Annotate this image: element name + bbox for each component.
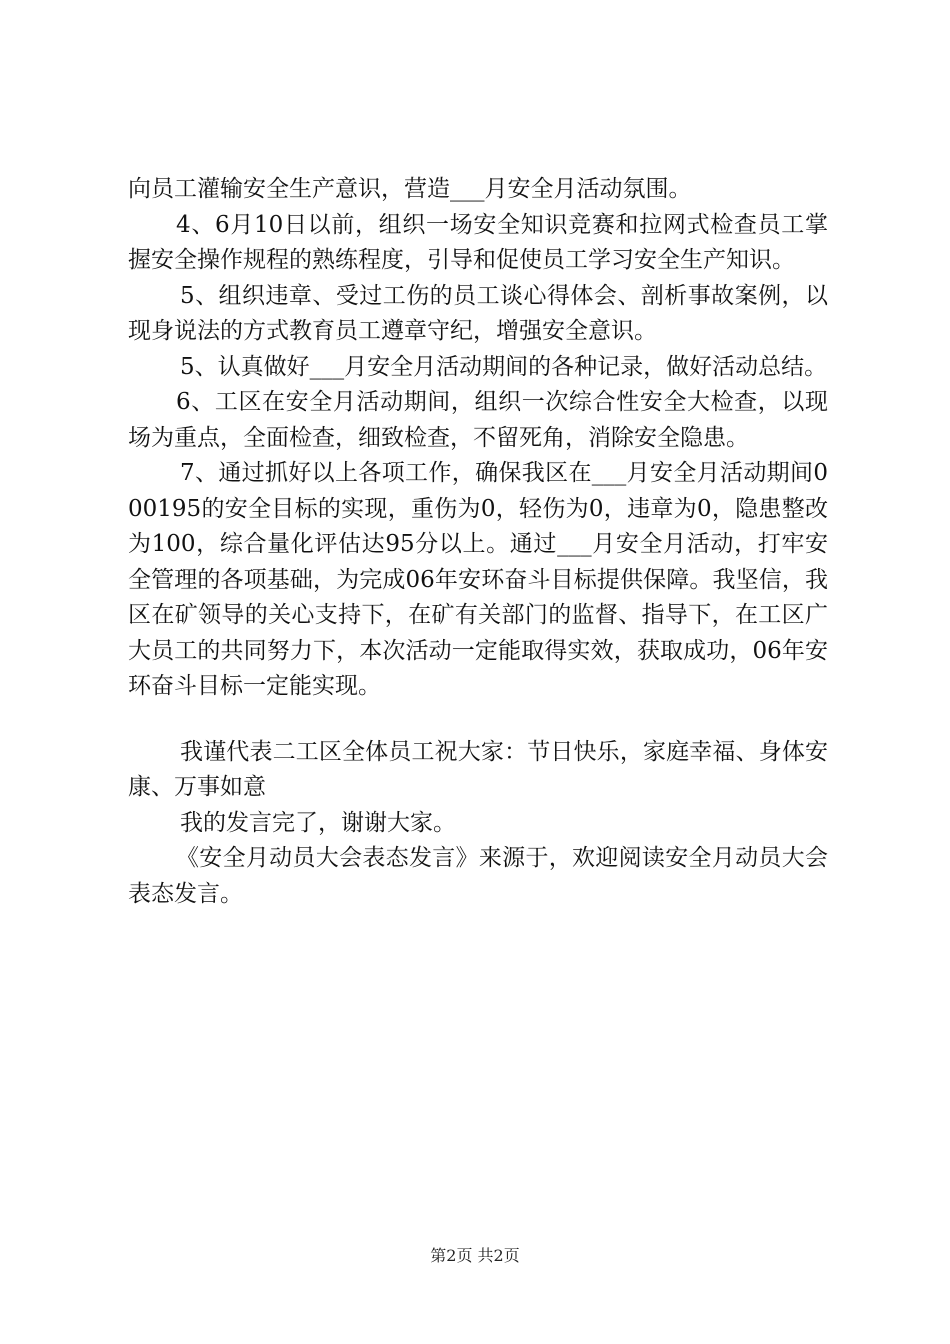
paragraph-intro-line: 向员工灌输安全生产意识，营造___月安全月活动氛围。 xyxy=(128,176,692,202)
paragraph-item-6: 6、工区在安全月活动期间，组织一次综合性安全大检查，以现场为重点，全面检查，细致检查，不留死角，消除安全隐患。 xyxy=(128,389,828,451)
paragraph-item-4: 4、6月10日以前，组织一场安全知识竞赛和拉网式检查员工掌握安全操作规程的熟练程度，引导和促使员工学习安全生产知识。 xyxy=(128,211,828,273)
paragraph-closing: 我的发言完了，谢谢大家。 xyxy=(180,809,456,836)
paragraph-greeting: 我谨代表二工区全体员工祝大家：节日快乐，家庭幸福、身体安康、万事如意 xyxy=(128,738,828,800)
page-footer: 第2页 共2页 xyxy=(430,1246,520,1265)
paragraph-item-5a: 5、组织违章、受过工伤的员工谈心得体会、剖析事故案例，以现身说法的方式教育员工遵章守纪，增强安全意识。 xyxy=(128,282,828,344)
document-body xyxy=(128,172,828,912)
paragraph-item-5b: 5、认真做好___月安全月活动期间的各种记录，做好活动总结。 xyxy=(180,353,828,380)
paragraph-spacer xyxy=(128,705,828,735)
paragraph-item-7: 7、通过抓好以上各项工作，确保我区在___月安全月活动期间000195的安全目标的实现，重伤为0，轻伤为0，违章为0，隐患整改为100，综合量化评估达95分以上。通过___月安全月活动，打牢安全管理的各项基础，为完成06年安环奋斗目标提供保障。我坚信，我区在矿领导的关心支持下，在矿有关部门的监督、指导下，在工区广大员工的共同努力下，本次活动一定能取得实效，获取成功，06年安环奋斗目标一定能实现。 xyxy=(128,460,828,699)
paragraph-source-note: 《安全月动员大会表态发言》来源于，欢迎阅读安全月动员大会表态发言。 xyxy=(128,845,828,907)
